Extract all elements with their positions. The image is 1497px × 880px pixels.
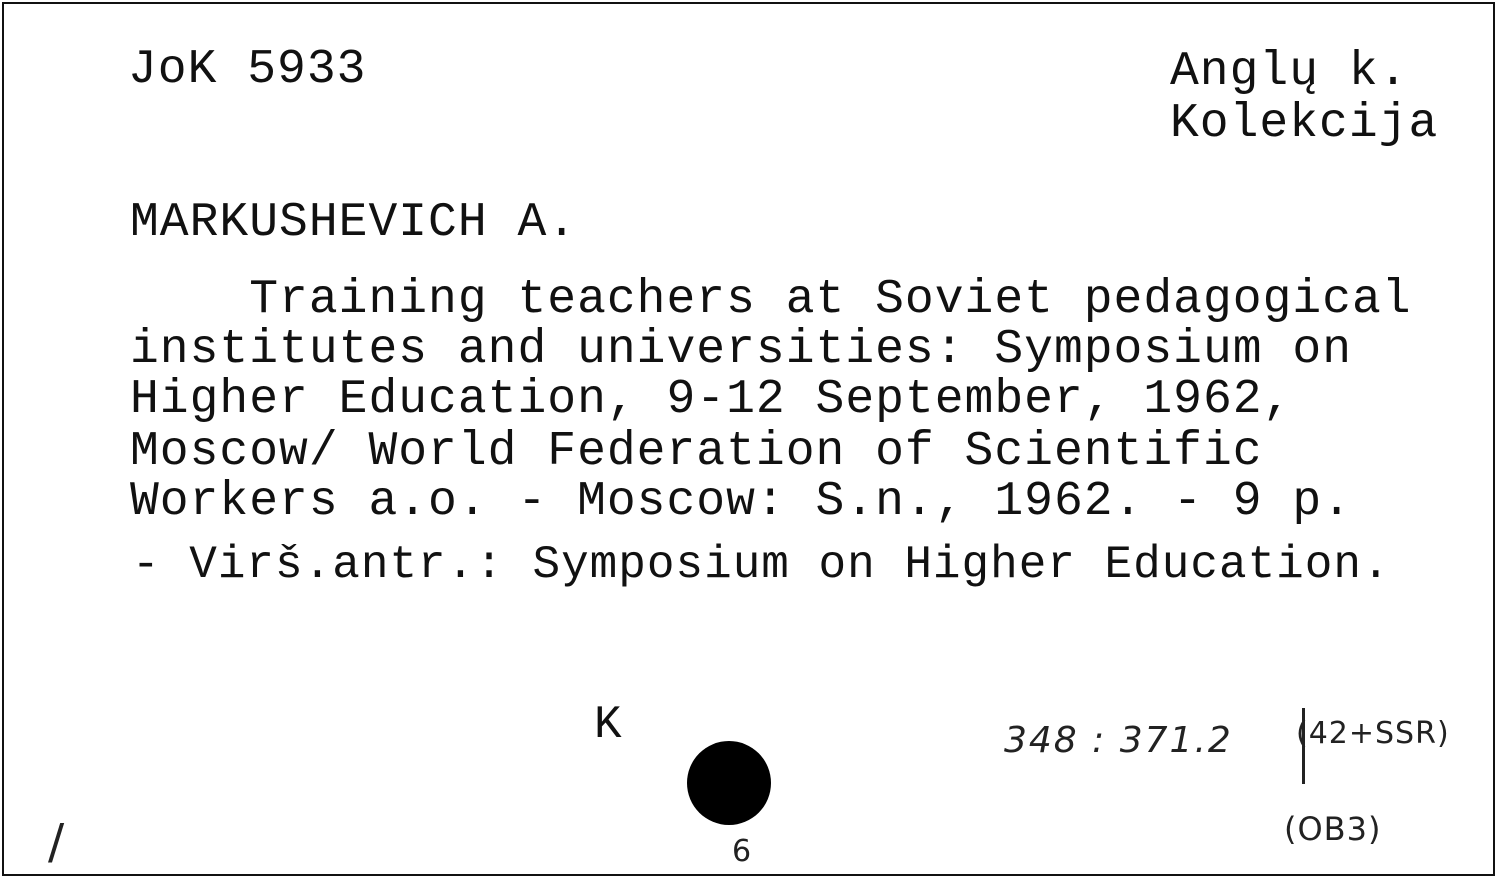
punch-hole <box>687 741 771 825</box>
collection-line-2: Kolekcija <box>1170 97 1439 151</box>
body-line-5: Workers a.o. - Moscow: S.n., 1962. - 9 p. <box>130 475 1352 529</box>
call-number: JoK 5933 <box>128 43 367 97</box>
class-bracket2-handwritten: (OB3) <box>1284 810 1382 848</box>
author-heading: MARKUSHEVICH A. <box>130 196 578 250</box>
body-line-2: institutes and universities: Symposium on <box>130 323 1352 377</box>
bracket-stroke <box>1302 708 1305 784</box>
classification-handwritten: 348 : 371.2 <box>1004 720 1233 761</box>
body-line-6: - Virš.antr.: Symposium on Higher Education. <box>132 539 1391 591</box>
collection-line-1: Anglų k. <box>1170 45 1409 99</box>
body-line-3: Higher Education, 9-12 September, 1962, <box>130 373 1293 427</box>
class-bracket-handwritten: (42+SSR) <box>1296 716 1450 751</box>
k-mark: K <box>594 699 623 751</box>
left-margin-mark: / <box>48 814 65 870</box>
body-line-1: Training teachers at Soviet pedagogical <box>130 273 1412 327</box>
page-number-handwritten: 6 <box>732 834 752 869</box>
body-line-4: Moscow/ World Federation of Scientific <box>130 425 1263 479</box>
catalog-card <box>2 2 1495 876</box>
